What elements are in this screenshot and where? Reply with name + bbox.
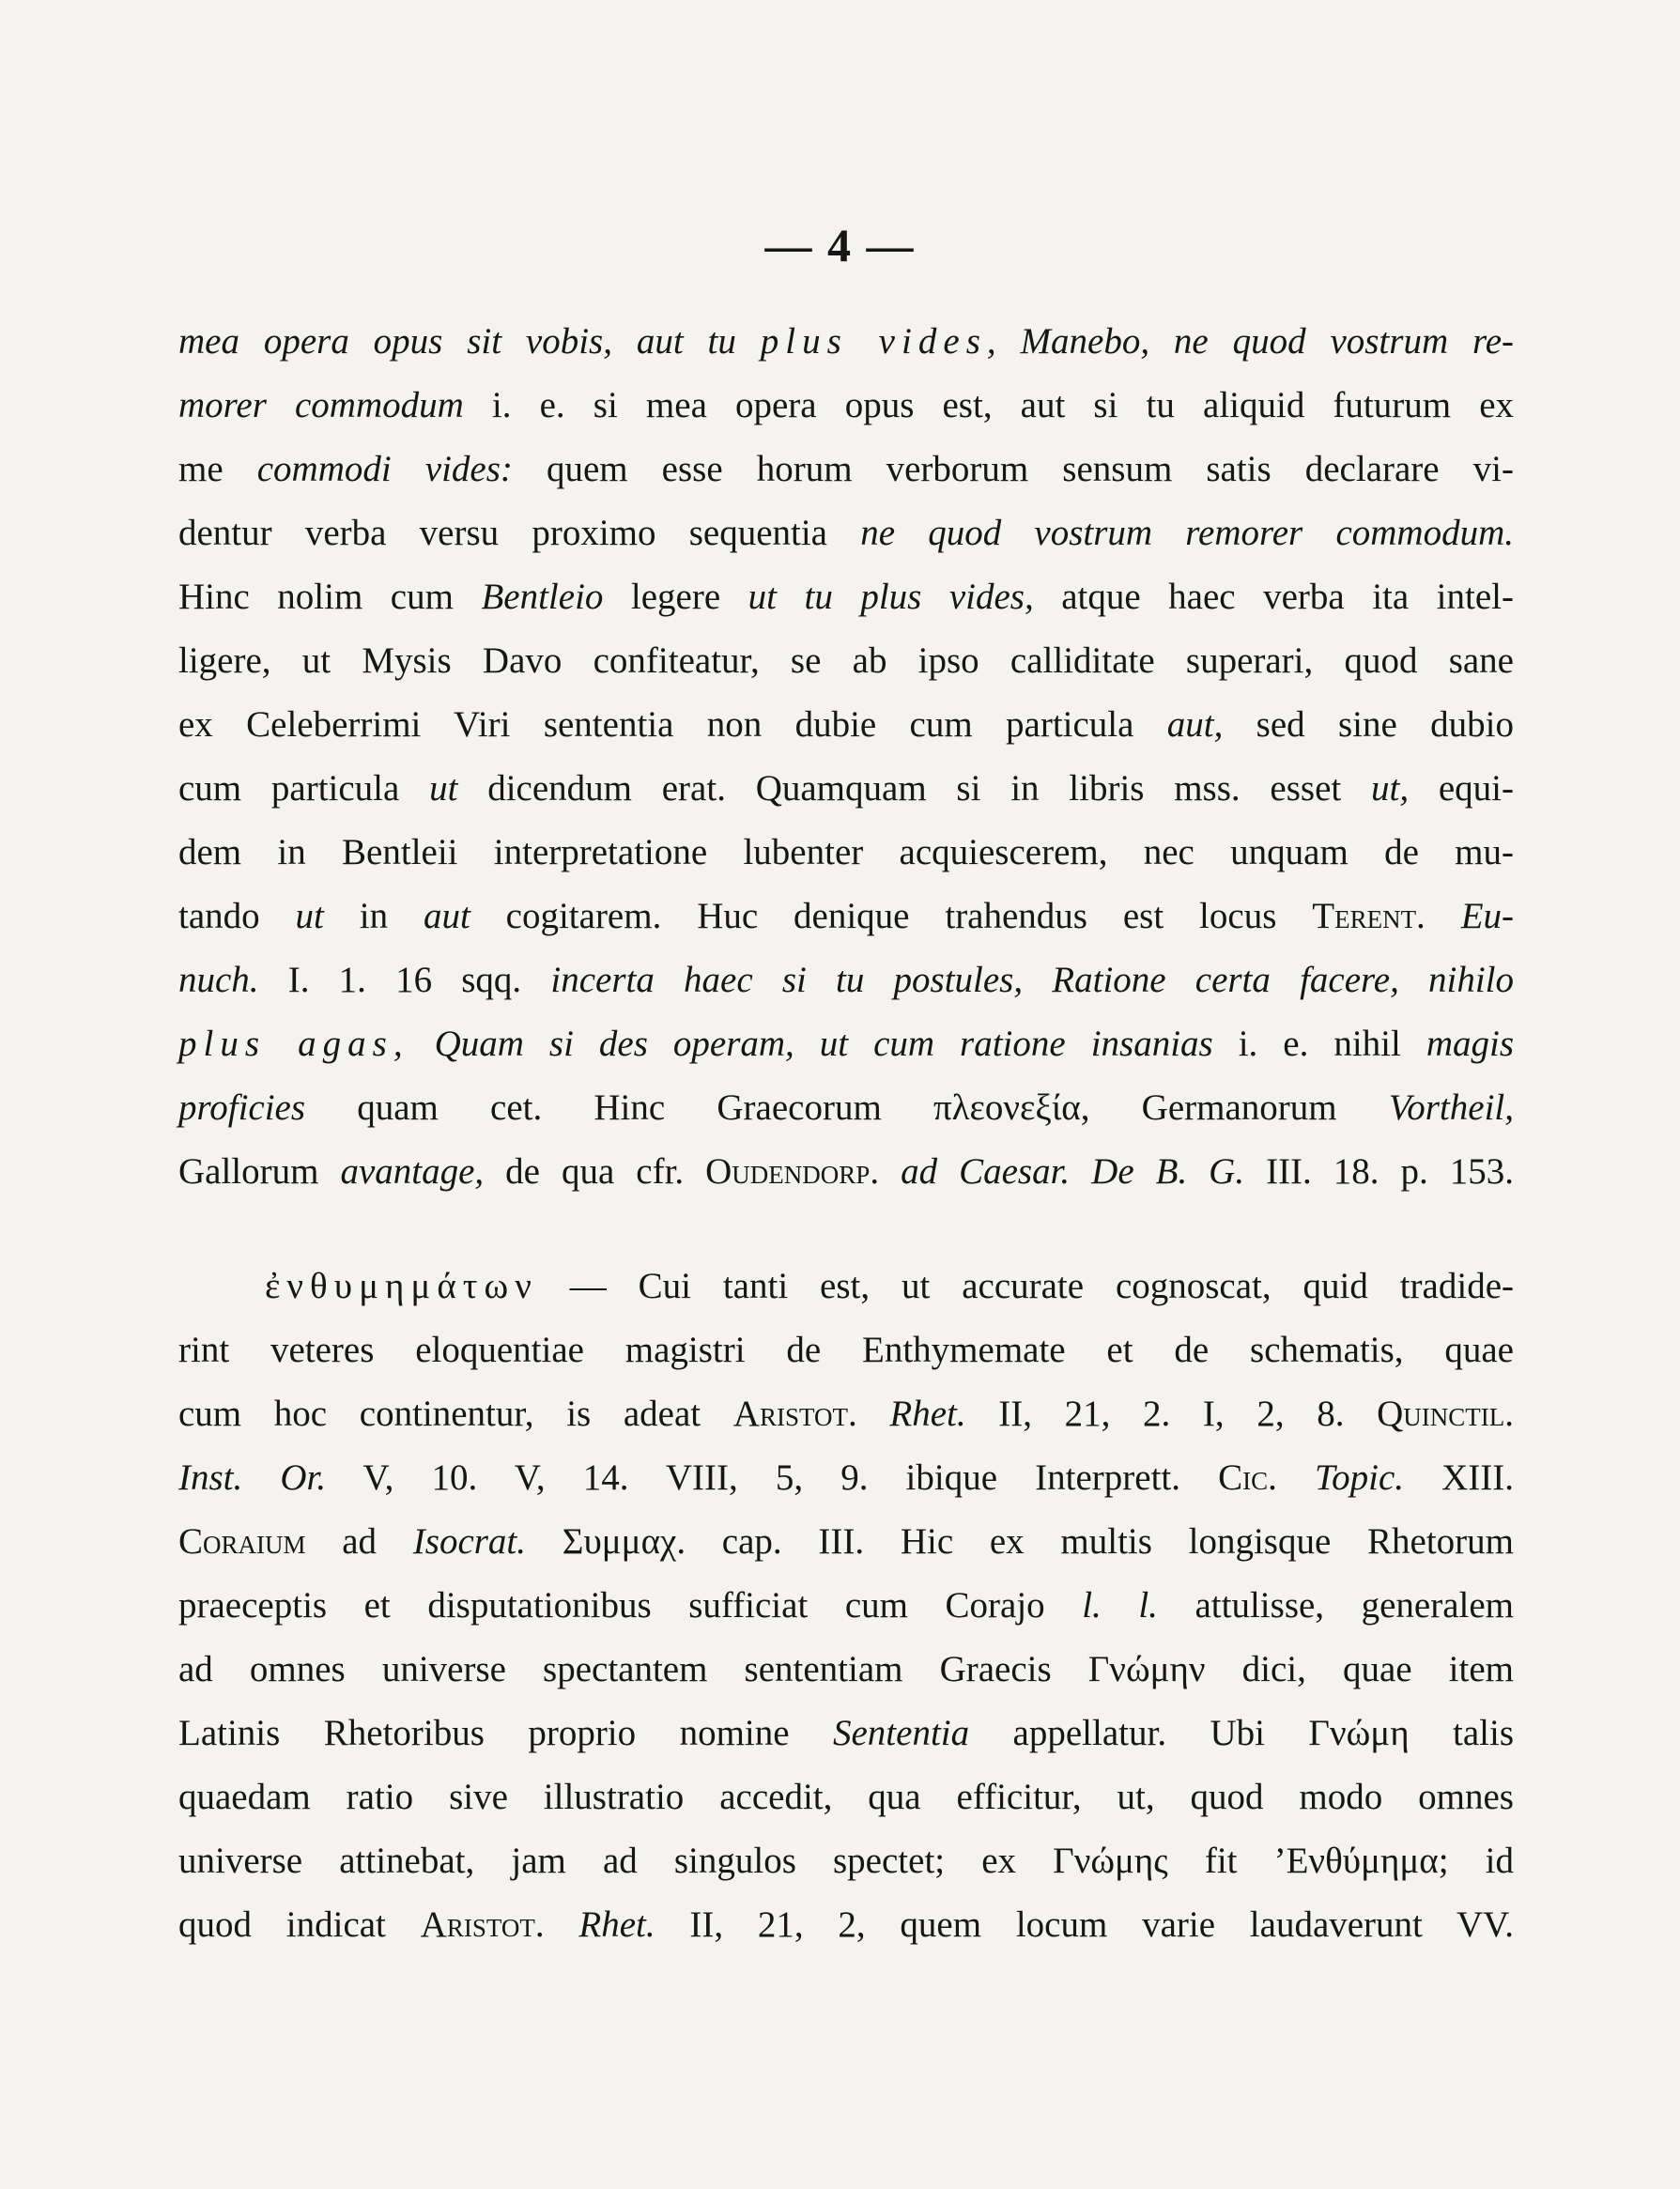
text-line: ligere, ut Mysis Davo confiteatur, se ab ipso calliditate superari, quod sane — [178, 640, 1514, 681]
text-line: ἐνθυμημάτων — Cui tanti est, ut accurate cognoscat, quid tradide- — [265, 1266, 1514, 1306]
text-line: nuch. I. 1. 16 sqq. incerta haec si tu postules, Ratione certa facere, nihilo — [178, 960, 1514, 1000]
text-line: quod indicat Aristot. Rhet. II, 21, 2, quem locum varie laudaverunt VV. — [178, 1904, 1514, 1945]
text-line: plus agas, Quam si des operam, ut cum ratione insanias i. e. nihil magis — [178, 1024, 1514, 1064]
text-line: Inst. Or. V, 10. V, 14. VIII, 5, 9. ibique Interprett. Cic. Topic. XIII. — [178, 1457, 1515, 1498]
text-line: dem in Bentleii interpretatione lubenter acquiescerem, nec unquam de mu- — [178, 832, 1514, 872]
text-line: universe attinebat, jam ad singulos spectet; ex Γνώμης fit ’Ενθύμημα; id — [178, 1841, 1514, 1881]
page-number: — 4 — — [764, 219, 916, 271]
text-line: Gallorum avantage, de qua cfr. Oudendorp. ad Caesar. De B. G. III. 18. p. 153. — [178, 1151, 1515, 1192]
text-line: quaedam ratio sive illustratio accedit, qua efficitur, ut, quod modo omnes — [178, 1777, 1514, 1817]
paragraph-2 — [178, 1255, 1514, 1957]
text-line: dentur verba versu proximo sequentia ne quod vostrum remorer commodum. — [178, 513, 1514, 553]
text-line: ad omnes universe spectantem sententiam Graecis Γνώμην dici, quae item — [178, 1649, 1514, 1689]
text-line: morer commodum i. e. si mea opera opus est, aut si tu aliquid futurum ex — [178, 385, 1515, 425]
text-line: ex Celeberrimi Viri sententia non dubie cum particula aut, sed sine dubio — [178, 704, 1514, 745]
text-line: Coraium ad Isocrat. Συμμαχ. cap. III. Hic ex multis longisque Rhetorum — [178, 1521, 1514, 1562]
text-line: rint veteres eloquentiae magistri de Enthymemate et de schematis, quae — [178, 1330, 1514, 1370]
text-line: me commodi vides: quem esse horum verborum sensum satis declarare vi- — [178, 449, 1514, 489]
text-line: Latinis Rhetoribus proprio nomine Sententia appellatur. Ubi Γνώμη talis — [178, 1713, 1515, 1753]
text-line: proficies quam cet. Hinc Graecorum πλεονεξία, Germanorum Vortheil, — [178, 1087, 1514, 1128]
paragraph-1 — [178, 310, 1514, 1204]
text-line: cum hoc continentur, is adeat Aristot. Rhet. II, 21, 2. I, 2, 8. Quinctil. — [178, 1394, 1515, 1434]
text-line: Hinc nolim cum Bentleio legere ut tu plus vides, atque haec verba ita intel- — [178, 577, 1514, 617]
text-line: cum particula ut dicendum erat. Quamquam si in libris mss. esset ut, equi- — [178, 768, 1514, 809]
text-line: mea opera opus sit vobis, aut tu plus vides, Manebo, ne quod vostrum re- — [178, 321, 1514, 362]
text-line: tando ut in aut cogitarem. Huc denique trahendus est locus Terent. Eu- — [178, 896, 1514, 936]
text-line: praeceptis et disputationibus sufficiat cum Corajo l. l. attulisse, generalem — [178, 1585, 1514, 1626]
